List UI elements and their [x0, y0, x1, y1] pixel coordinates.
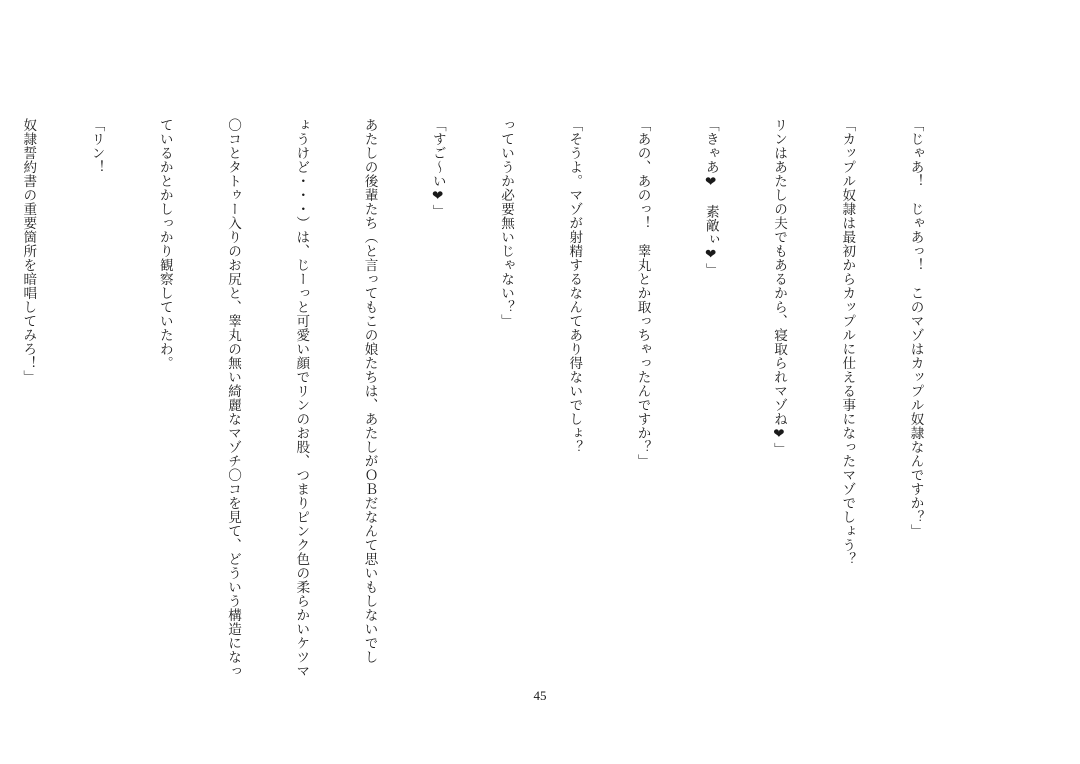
text-line: 〇コとタトゥー入りのお尻と、睾丸の無い綺麗なマゾチ〇コを見て、どういう構造になっ	[225, 118, 241, 678]
text-line: ているかとかしっかり観察していたわ。	[156, 118, 173, 370]
text-line: 「あの、あのっ！ 睾丸とか取っちゃったんですか？」	[634, 118, 651, 468]
text-line: ょうけど・・・）は、じーっと可愛い顔でリンのお股、つまりピンク色の柔らかいケツマ	[293, 118, 310, 678]
text-line: っていうか必要無いじゃない？」	[498, 118, 514, 328]
page-number: 45	[533, 688, 547, 703]
text-line: 「きゃあ❤ 素敵ぃ❤」	[702, 118, 719, 277]
vertical-text-block	[20, 118, 972, 678]
text-line: あたしの後輩たち（と言ってもこの娘たちは、あたしがＯＢだなんて思いもしないでし	[361, 118, 378, 664]
text-line: 奴隷誓約書の重要箇所を暗唱してみろ！」	[20, 118, 37, 384]
text-line: 「リン！	[88, 118, 105, 174]
text-line: 「そうよ。マゾが射精するなんてあり得ないでしょ？	[566, 118, 583, 454]
text-line: リンはあたしの夫でもあるから、寝取られマゾね❤」	[771, 118, 787, 457]
text-line: 「すご～い❤」	[429, 118, 446, 219]
text-line: 「じゃあ！ じゃあっ！ このマゾはカップル奴隷なんですか？」	[907, 118, 924, 538]
text-line: 「カップル奴隷は最初からカップルに仕える事になったマゾでしょう？	[839, 118, 856, 566]
